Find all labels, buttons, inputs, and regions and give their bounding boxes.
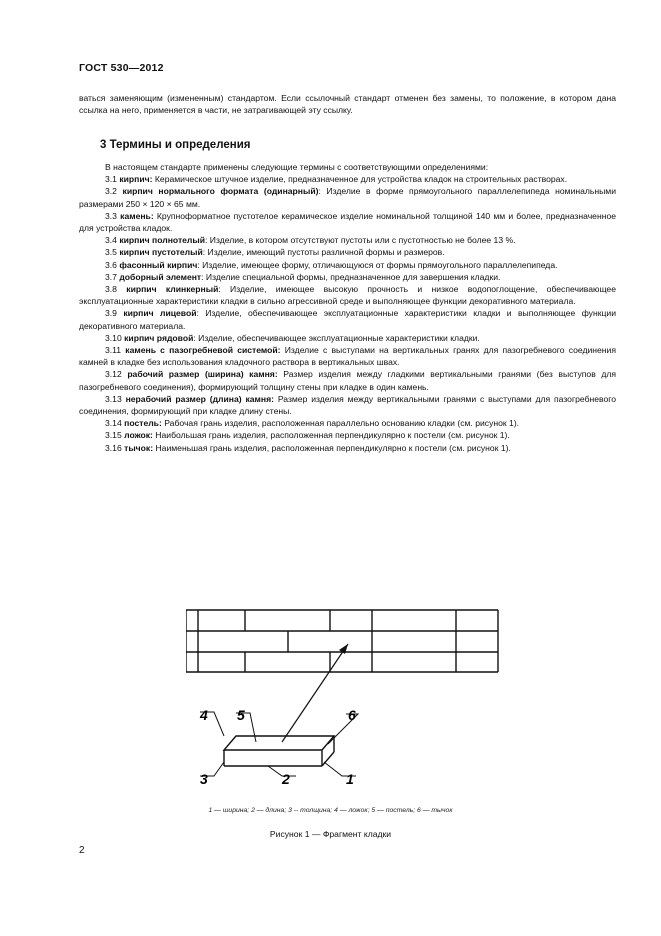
callout-3: 3 bbox=[200, 771, 208, 787]
term-entry bbox=[79, 234, 616, 246]
term-definition: : Изделие, обеспечивающее эксплуатационные характеристики кладки. bbox=[193, 332, 480, 343]
term-definition: : Изделие, обеспечивающее эксплуатационные характеристики кладки и выполняющее функции декоративного материала. bbox=[79, 308, 616, 331]
term-definition: : Изделие специальной формы, предназначенное для завершения кладки. bbox=[201, 271, 501, 282]
term-name: кирпич: bbox=[119, 174, 153, 185]
term-definition: Рабочая грань изделия, расположенная параллельно основанию кладки (см. рисунок 1). bbox=[164, 418, 520, 429]
term-definition: : Изделие, имеющее высокую прочность и низкое водопоглощение, обеспечивающее эксплуатационные характеристики кладки в сильно агрессивной среде и выполняющее функции декоративного материала. bbox=[79, 284, 616, 307]
figure-legend: 1 — ширина; 2 — длина; 3 -- толщина; 4 — ложок; 5 — постель; 6 — тычок bbox=[208, 807, 453, 814]
term-definition: Наименьшая грань изделия, расположенная перпендикулярно к постели (см. рисунок 1). bbox=[155, 442, 511, 453]
term-number: 3.14 bbox=[105, 418, 122, 429]
term-name: кирпич пустотелый bbox=[119, 247, 203, 258]
term-number: 3.15 bbox=[105, 430, 122, 441]
terms-list bbox=[79, 161, 616, 454]
brick-drawing bbox=[224, 736, 334, 766]
term-definition: : Изделие, имеющий пустоты различной формы и размеров. bbox=[202, 247, 445, 258]
term-definition: Наибольшая грань изделия, расположенная перпендикулярно к постели (см. рисунок 1). bbox=[155, 430, 510, 441]
term-number: 3.7 bbox=[105, 271, 117, 282]
callout-2: 2 bbox=[282, 771, 290, 787]
callout-1: 1 bbox=[346, 771, 354, 787]
term-number: 3.5 bbox=[105, 247, 117, 258]
term-definition: : Изделие в форме прямоугольного параллелепипеда номинальными размерами 250 × 120 × 65 мм. bbox=[79, 186, 617, 209]
term-number: 3.3 bbox=[105, 210, 117, 221]
term-entry bbox=[79, 344, 616, 368]
term-name: тычок: bbox=[124, 442, 154, 453]
term-definition: Размер изделия между вертикальными гранями с выступами для пазогребневого соединения, формирующий при кладке длину стены. bbox=[79, 393, 616, 417]
term-number: 3.2 bbox=[105, 186, 117, 197]
term-name: кирпич нормального формата (одинарный) bbox=[122, 186, 319, 197]
term-name: нерабочий размер (длина) камня: bbox=[125, 393, 274, 404]
term-number: 3.13 bbox=[105, 393, 122, 404]
figure-caption: Рисунок 1 — Фрагмент кладки bbox=[269, 829, 392, 839]
term-number: 3.6 bbox=[105, 259, 117, 270]
term-entry bbox=[79, 173, 616, 185]
term-number: 3.16 bbox=[105, 442, 122, 453]
section-title: 3 Термины и определения bbox=[100, 139, 251, 151]
term-name: камень с пазогребневой системой: bbox=[125, 345, 281, 356]
term-number: 3.9 bbox=[105, 308, 117, 319]
term-name: кирпич полнотелый bbox=[119, 235, 206, 246]
term-entry bbox=[79, 332, 616, 344]
term-entry bbox=[79, 246, 616, 258]
term-definition: Крупноформатное пустотелое керамическое изделие номинальной толщиной 140 мм и более, предназначенное для устройства кладок. bbox=[79, 210, 617, 234]
masonry-figure bbox=[186, 606, 506, 802]
term-entry bbox=[79, 307, 616, 331]
term-entry bbox=[79, 393, 616, 417]
term-definition: : Изделие, имеющее форму, отличающуюся от формы прямоугольного параллелепипеда. bbox=[197, 259, 558, 270]
term-definition: Изделие с выступами на вертикальных гранях для пазогребневого соединения камней в кладке без использования кладочного раствора в вертикальных швах. bbox=[79, 345, 616, 368]
term-number: 3.11 bbox=[105, 345, 122, 356]
term-number: 3.12 bbox=[105, 369, 122, 380]
document-code: ГОСТ 530—2012 bbox=[79, 62, 164, 74]
term-name: кирпич рядовой bbox=[124, 332, 194, 343]
page-number: 2 bbox=[79, 845, 85, 856]
term-name: фасонный кирпич bbox=[119, 259, 198, 270]
callout-4: 4 bbox=[200, 707, 208, 723]
callout-5: 5 bbox=[237, 707, 245, 723]
term-name: постель: bbox=[124, 418, 162, 429]
term-entry bbox=[79, 185, 616, 209]
term-definition: Керамическое штучное изделие, предназначенное для устройства кладок на строительных растворах. bbox=[154, 174, 568, 185]
term-entry bbox=[79, 259, 616, 271]
term-entry bbox=[79, 210, 616, 234]
term-name: кирпич клинкерный bbox=[126, 284, 219, 295]
intro-paragraph: ваться заменяющим (измененным) стандартом. Если ссылочный стандарт отменен без замены, то положение, в котором дана ссылка на него, применяется в части, не затрагивающей эту ссылку. bbox=[79, 93, 616, 116]
term-name: доборный элемент bbox=[119, 271, 202, 282]
term-entry bbox=[79, 442, 616, 454]
term-name: рабочий размер (ширина) камня: bbox=[127, 369, 278, 380]
term-definition: : Изделие, в котором отсутствуют пустоты или с пустотностью не более 13 %. bbox=[205, 235, 516, 246]
terms-intro: В настоящем стандарте применены следующие термины с соответствующими определениями: bbox=[105, 162, 489, 172]
callout-6: 6 bbox=[348, 707, 356, 723]
term-name: кирпич лицевой bbox=[123, 308, 197, 319]
term-name: камень: bbox=[120, 210, 154, 221]
term-number: 3.8 bbox=[105, 284, 117, 295]
wall-fragment bbox=[186, 610, 498, 672]
term-number: 3.4 bbox=[105, 235, 117, 246]
term-entry bbox=[79, 271, 616, 283]
term-number: 3.10 bbox=[105, 332, 122, 343]
term-number: 3.1 bbox=[105, 174, 117, 185]
term-entry bbox=[79, 429, 616, 441]
term-entry bbox=[79, 417, 616, 429]
term-entry bbox=[79, 283, 616, 307]
term-entry bbox=[79, 368, 616, 392]
term-definition: Размер изделия между гладкими вертикальными гранями (без выступов для пазогребневого соединения), формирующий толщину стены при кладке в один камень. bbox=[79, 369, 617, 392]
term-name: ложок: bbox=[124, 430, 153, 441]
